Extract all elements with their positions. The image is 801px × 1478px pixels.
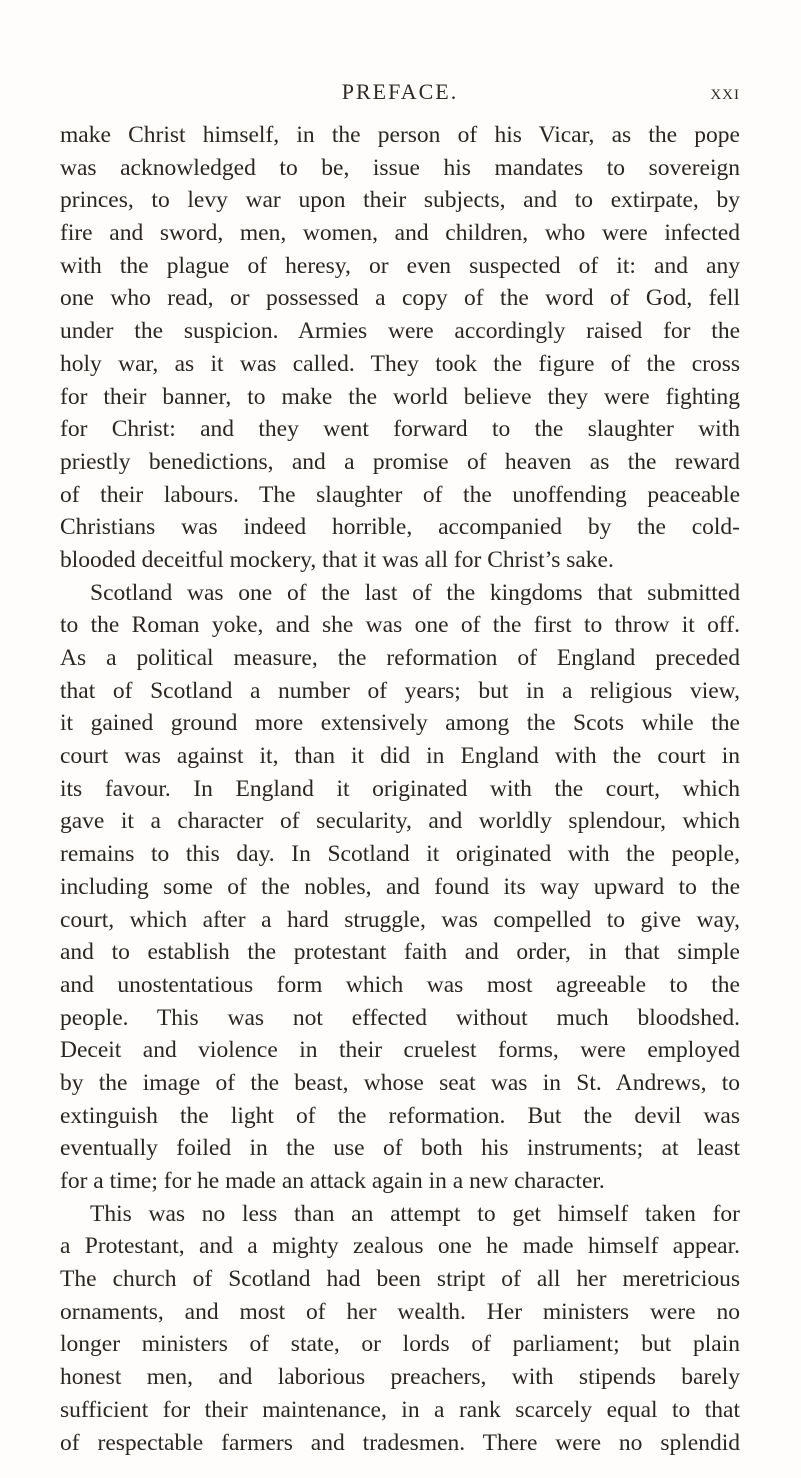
text-line: As a political measure, the reformation of England preceded <box>60 645 740 671</box>
text-line: court was against it, than it did in England with the court in <box>60 743 740 770</box>
text-line: and to establish the protestant faith and order, in that simple <box>60 939 740 966</box>
text-line: gave it a character of secularity, and worldly splendour, which <box>60 808 740 835</box>
text-line: by the image of the beast, whose seat was in St. Andrews, to <box>60 1069 740 1096</box>
text-line: remains to this day. In Scotland it originated with the people, <box>60 841 740 868</box>
text-line: sufficient for their maintenance, in a rank scarcely equal to that <box>60 1396 740 1423</box>
text-line: honest men, and laborious preachers, with stipends barely <box>60 1364 740 1391</box>
text-line: for a time; for he made an attack again in a new character. <box>60 1168 605 1194</box>
text-line: longer ministers of state, or lords of parliament; but plain <box>60 1331 740 1358</box>
text-line: of respectable farmers and tradesmen. There were no splendid <box>60 1429 740 1456</box>
text-line: with the plague of heresy, or even suspected of it: and any <box>60 252 740 279</box>
text-line: Scotland was one of the last of the kingdoms that submitted <box>90 579 740 606</box>
text-line: it gained ground more extensively among the Scots while the <box>60 710 740 737</box>
text-line: The church of Scotland had been stript of all her meretricious <box>60 1266 740 1293</box>
text-line: eventually foiled in the use of both his instruments; at least <box>60 1135 740 1162</box>
text-line: ornaments, and most of her wealth. Her ministers were no <box>60 1298 740 1325</box>
text-line: people. This was not effected without much bloodshed. <box>60 1004 740 1031</box>
page-title: PREFACE. <box>341 79 459 104</box>
text-line: under the suspicion. Armies were accordingly raised for the <box>60 318 740 345</box>
text-line: princes, to levy war upon their subjects, and to extirpate, by <box>60 187 740 214</box>
text-line: blooded deceitful mockery, that it was all for Christ’s sake. <box>60 546 614 573</box>
body-text <box>60 119 740 1459</box>
text-line: priestly benedictions, and a promise of heaven as the reward <box>60 448 740 475</box>
text-line: including some of the nobles, and found its way upward to the <box>60 873 740 900</box>
text-line: make Christ himself, in the person of his Vicar, as the pope <box>60 122 740 148</box>
running-head <box>60 79 740 109</box>
text-line: court, which after a hard struggle, was compelled to give way, <box>60 906 740 933</box>
text-line: of their labours. The slaughter of the unoffending peaceable <box>60 481 740 508</box>
text-line: Christians was indeed horrible, accompanied by the cold- <box>60 514 740 541</box>
text-line: for Christ: and they went forward to the slaughter with <box>60 416 740 443</box>
text-line: holy war, as it was called. They took the figure of the cross <box>60 350 740 377</box>
text-line: was acknowledged to be, issue his mandates to sovereign <box>60 154 740 181</box>
text-line: to the Roman yoke, and she was one of the first to throw it off. <box>60 612 740 639</box>
text-line: extinguish the light of the reformation. But the devil was <box>60 1102 740 1129</box>
text-line: that of Scotland a number of years; but in a religious view, <box>60 677 740 704</box>
text-line: for their banner, to make the world believe they were fighting <box>60 383 740 410</box>
text-line: a Protestant, and a mighty zealous one he made himself appear. <box>60 1233 740 1260</box>
text-line: Deceit and violence in their cruelest forms, were employed <box>60 1037 740 1064</box>
text-line: and unostentatious form which was most agreeable to the <box>60 971 740 998</box>
text-line: This was no less than an attempt to get himself taken for <box>90 1200 740 1227</box>
text-line: its favour. In England it originated with the court, which <box>60 775 740 802</box>
text-line: fire and sword, men, women, and children, who were infected <box>60 220 740 247</box>
text-line: one who read, or possessed a copy of the word of God, fell <box>60 285 740 312</box>
page-number: xxi <box>710 79 740 104</box>
